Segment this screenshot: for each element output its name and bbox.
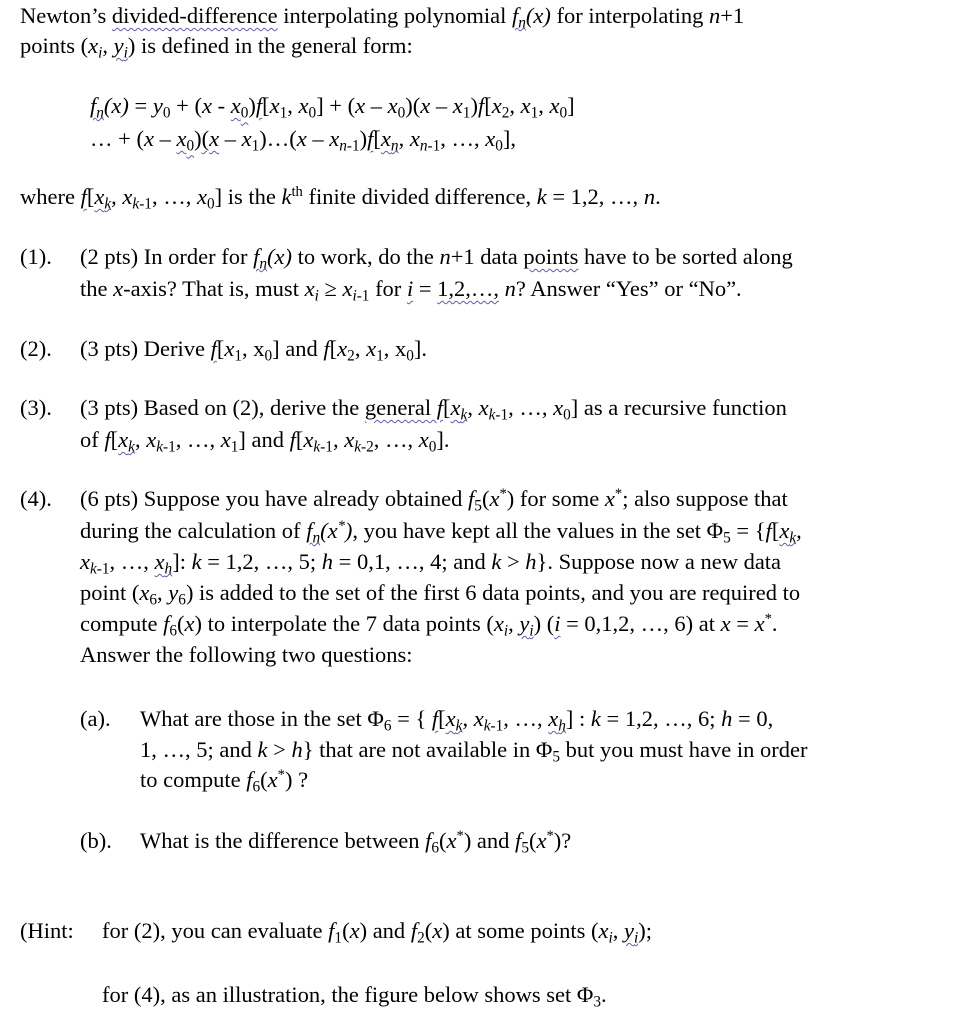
- subquestion-a-line-3: to compute $f_6(x^*)$ ?: [140, 766, 309, 796]
- question-4-line-4: point ($x_6$, $y_6$) is added to the set of the first 6 data points, and you are required to: [80, 580, 801, 609]
- hint-line-2: for (4), as an illustration, the figure below shows set $\Phi_3$.: [102, 982, 607, 1011]
- question-4-line-3: $x_{k-1}$, …, $x_h$]: k = 1,2, …, 5; h = 0,1, …, 4; and k > h}. Suppose now a new data: [80, 549, 782, 578]
- question-4-number: (4).: [20, 486, 52, 511]
- question-4-line-1: (6 pts) Suppose you have already obtained $f_5(x^*)$ for some x*; also suppose that: [80, 485, 788, 515]
- divided-difference-link: divided-difference: [111, 3, 278, 28]
- subquestion-a-line-2: 1, …, 5; and k > h} that are not available in $\Phi_5$ but you must have in order: [140, 737, 808, 766]
- question-4-line-5: compute $f_6(x)$ to interpolate the 7 data points ($x_i$, $y_i$) (i = 0,1,2, …, 6) at x = x*.: [80, 610, 778, 640]
- question-4-line-6: Answer the following two questions:: [80, 642, 413, 667]
- question-3-number: (3).: [20, 395, 52, 420]
- question-3-line-1: (3 pts) Based on (2), derive the general $f[x_k$, $x_{k-1}$, …, $x_0$] as a recursive function: [80, 395, 787, 424]
- question-1-line-1: (2 pts) In order for $f_n(x)$ to work, do the n+1 data points have to be sorted along: [80, 244, 793, 273]
- intro-line-2: points ($x_i$, $y_i$) is defined in the general form:: [20, 33, 413, 62]
- question-1-line-2: the x-axis? That is, must $x_i \ge x_{i-1}$ for i = 1,2,…, n? Answer “Yes” or “No”.: [80, 276, 742, 305]
- subquestion-b-number: (b).: [80, 828, 112, 853]
- formula-line-1: $f_n(x) = y_0 + (x - x_0)f[x_1$, $x_0] + (x - x_0)(x - x_1)f[x_2$, $x_1$, $x_0$]: [90, 93, 575, 122]
- subquestion-a-line-1: What are those in the set $\Phi_6$ = { $f[x_k$, $x_{k-1}$, …, $x_h$] : k = 1,2, …, 6; h = 0,: [140, 706, 774, 735]
- subquestion-a-number: (a).: [80, 706, 111, 731]
- hint-line-1: for (2), you can evaluate $f_1(x)$ and $f_2(x)$ at some points ($x_i$, $y_i$);: [102, 918, 652, 947]
- formula-line-2: … + $(x - x_0)(x$ – $x_1)\dots(x - x_{n-1})f[x_n$, $x_{n-1}$, …, $x_0$],: [90, 126, 517, 155]
- intro-line-1: Newton’s divided-difference interpolating polynomial $f_n(x)$ for interpolating n+1: [20, 3, 745, 32]
- question-2-number: (2).: [20, 336, 52, 361]
- subquestion-b-line-1: What is the difference between $f_6(x^*)$ and $f_5(x^*)$?: [140, 827, 572, 857]
- question-2-line-1: (3 pts) Derive $f[x_1$, $x_0$] and $f[x_2$, $x_1$, $x_0$].: [80, 336, 428, 365]
- hint-label: (Hint:: [20, 918, 74, 943]
- question-1-number: (1).: [20, 244, 52, 269]
- question-4-line-2: during the calculation of $f_n(x^*)$, you have kept all the values in the set $\Phi_5 = \{f[x_k$,: [80, 517, 802, 547]
- question-3-line-2: of $f[x_k$, $x_{k-1}$, …, $x_1$] and $f[x_{k-1}$, $x_{k-2}$, …, $x_0$].: [80, 427, 450, 456]
- where-line: where $f[x_k$, $x_{k-1}$, …, $x_0$] is the $k^{th}$ finite divided difference, k = 1,2, …, n.: [20, 183, 661, 213]
